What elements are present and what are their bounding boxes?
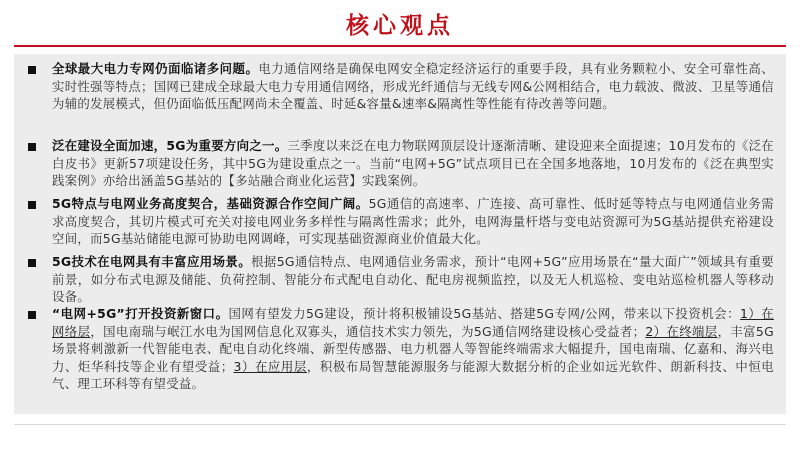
point-body: ，积极布局智慧能源服务与能源大数据分析的企业如远光软件、朗新科技、中恒电气、理工环科等有望受益。 bbox=[52, 358, 775, 391]
point-body: 根据5G通信特点、电网通信业务需求，预计“电网+5G”应用场景在“量大面广”领域具有重要前景，如分布式电源及储能、负荷控制、智能分布式配电自动化、配电房视频监控，以及无人机巡检、变电站巡检机器人等移动设备。 bbox=[52, 254, 774, 304]
point-heading: 5G特点与电网业务高度契合，基础资源合作空间广阔。 bbox=[52, 196, 369, 211]
point-heading: 5G技术在电网具有丰富应用场景。 bbox=[52, 254, 252, 269]
point-item-5 bbox=[28, 305, 774, 393]
point-body: 国网有望发力5G建设，预计将积极铺设5G基站、搭建5G专网/公网，带来以下投资机会： bbox=[228, 306, 740, 321]
point-body: 5G通信的高速率、广连接、高可靠性、低时延等特点与电网通信业务需求高度契合，其切片模式可充关对接电网业务多样性与隔离性需求；此外，电网海量杆塔与变电站资源可为5G基站提供充裕建设空间，而5G基站储能电源可协助电网调峰，可实现基础资源商业价值最大化。 bbox=[52, 196, 774, 246]
terminal-layer-label: 2）在终端层 bbox=[645, 323, 718, 339]
point-body: ，国电南瑞与岷江水电为国网信息化双寡头，通信技术实力领先，为5G通信网络建设核心受益者； bbox=[90, 323, 646, 339]
point-heading: 全球最大电力专网仍面临诸多问题。 bbox=[52, 61, 259, 76]
page-title: 核心观点 bbox=[346, 12, 454, 39]
point-body: 电力通信网络是确保电网安全稳定经济运行的重要手段，具有业务颗粒小、安全可靠性高、实时性强等特点；国网已建成全球最大电力专用通信网络，形成光纤通信与无线专网&公网相结合，电力载波、微波、卫星等通信为辅的发展模式，但仍面临低压配网尚未全覆盖、时延&容量&速率&隔离性等性能有待改善等问题。 bbox=[52, 61, 774, 111]
point-item-4 bbox=[28, 253, 774, 306]
point-text bbox=[52, 60, 774, 113]
application-layer-label: 3）在应用层 bbox=[233, 358, 307, 374]
footer-divider bbox=[14, 424, 786, 425]
square-bullet-icon bbox=[28, 201, 36, 209]
square-bullet-icon bbox=[28, 66, 36, 74]
point-body: 三季度以来泛在电力物联网顶层设计逐渐清晰、建设迎来全面提速；10月发布的《泛在白皮书》更新57项建设任务，其中5G为建设重点之一。当前“电网+5G”试点项目已在全国多地落地，10月发布的《泛在典型实践案例》亦给出涵盖5G基站的【多站融合商业化运营】实践案例。 bbox=[52, 138, 774, 188]
point-text bbox=[52, 253, 774, 306]
point-heading: “电网+5G”打开投资新窗口。 bbox=[52, 306, 229, 321]
title-divider bbox=[14, 45, 786, 47]
square-bullet-icon bbox=[28, 143, 36, 151]
point-text bbox=[52, 137, 774, 190]
point-body: ，丰富5G场景将刺激新一代智能电表、配电自动化终端、新型传感器、电力机器人等智能终端需求大幅提升，国电南瑞、亿嘉和、海兴电力、炬华科技等企业有望受益； bbox=[52, 323, 774, 374]
key-points-panel bbox=[14, 54, 786, 414]
point-text bbox=[52, 195, 774, 248]
network-layer-label: 1）在网络层 bbox=[52, 306, 774, 339]
square-bullet-icon bbox=[28, 259, 36, 267]
point-item-3 bbox=[28, 195, 774, 248]
point-item-2 bbox=[28, 137, 774, 190]
point-heading: 泛在建设全面加速，5G为重要方向之一。 bbox=[52, 138, 288, 153]
square-bullet-icon bbox=[28, 311, 36, 319]
point-text bbox=[52, 305, 774, 393]
point-item-1 bbox=[28, 60, 774, 113]
